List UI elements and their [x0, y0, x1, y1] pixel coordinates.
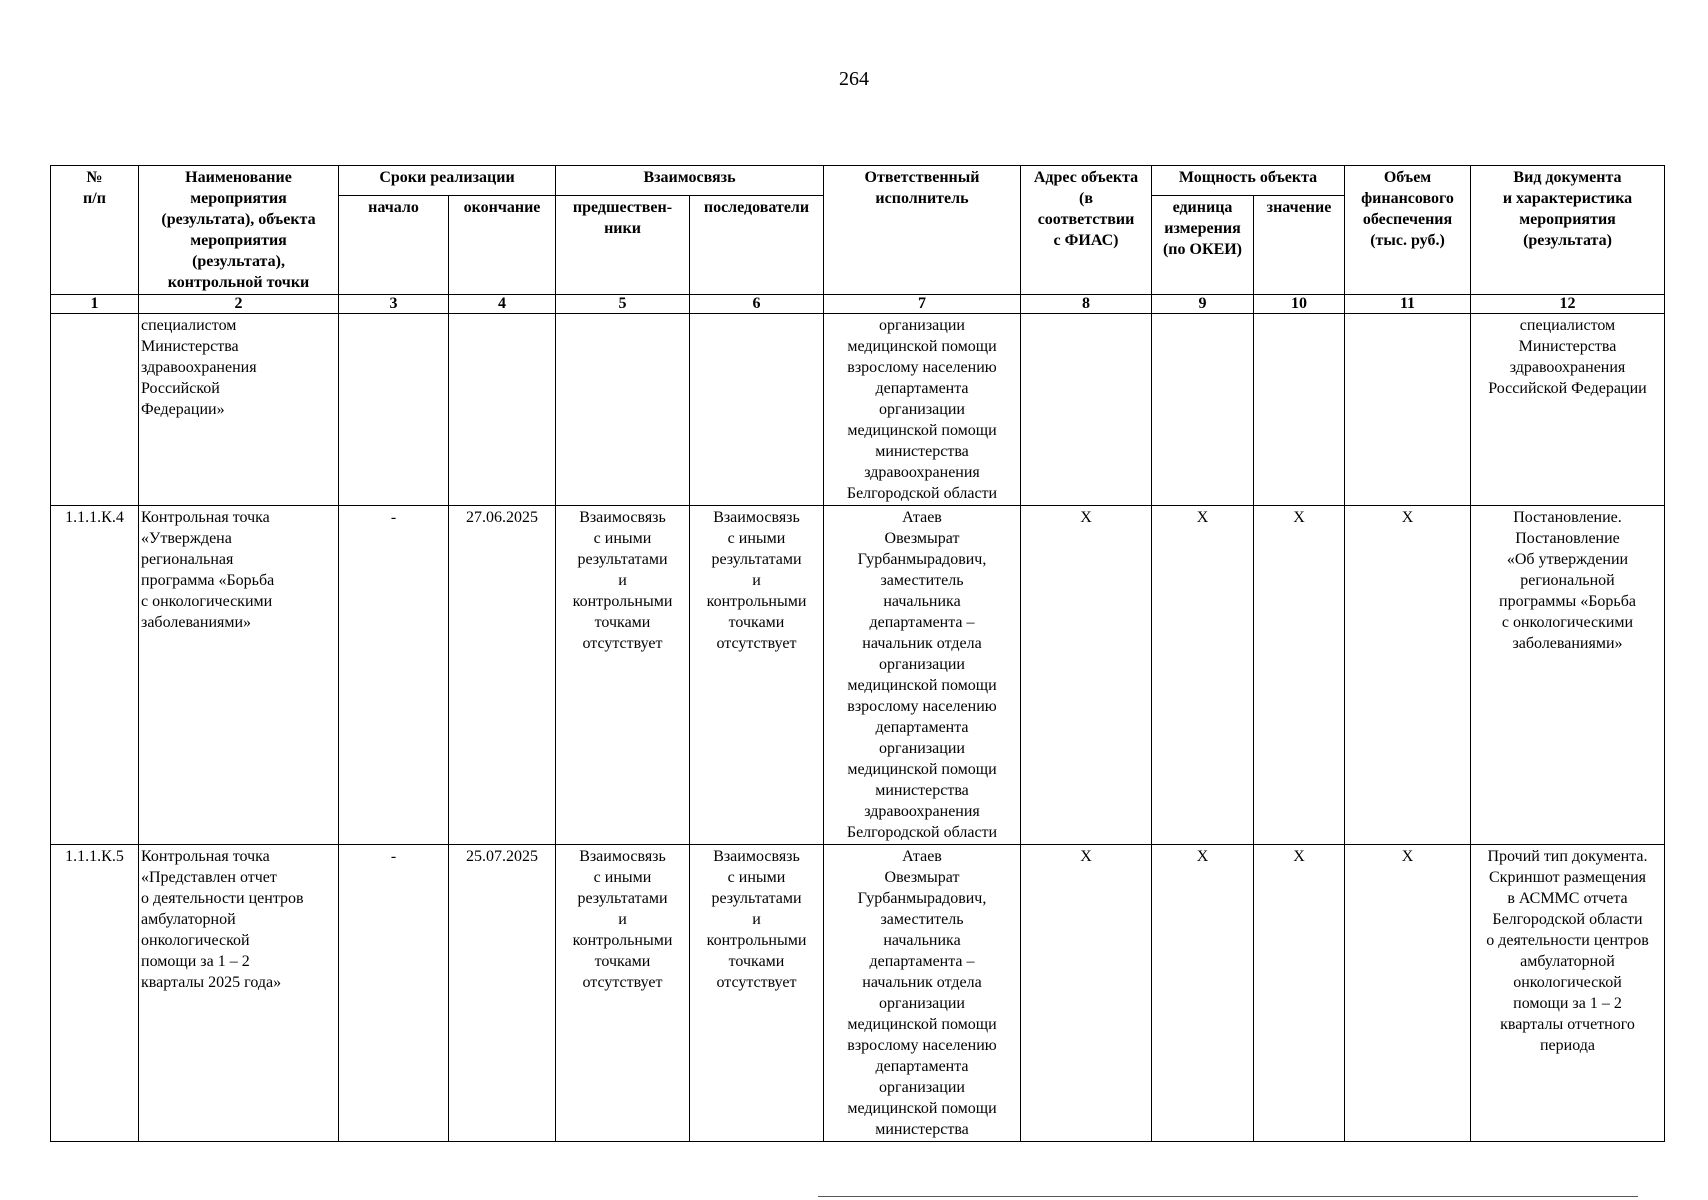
row-end — [449, 314, 556, 506]
row-unit: X — [1152, 506, 1254, 845]
activities-table — [50, 165, 1665, 1142]
col-header-finance: Объем финансового обеспечения (тыс. руб.) — [1345, 166, 1471, 295]
row-address — [1021, 314, 1152, 506]
column-number: 2 — [139, 295, 339, 314]
row-name: Контрольная точка «Утверждена региональная программа «Борьба с онкологическими заболеваниями» — [139, 506, 339, 845]
table-row — [51, 845, 1665, 1142]
col-header-capacity: Мощность объекта — [1152, 166, 1345, 196]
row-responsible: организации медицинской помощи взрослому населению департамента организации медицинской помощи министерства здравоохранения Белгородской области — [824, 314, 1021, 506]
col-header-unit: единица измерения (по ОКЕИ) — [1152, 196, 1254, 295]
row-address: X — [1021, 506, 1152, 845]
row-responsible: Атаев Овезмырат Гурбанмырадович, заместитель начальника департамента – начальник отдела организации медицинской помощи взрослому населению департамента организации медицинской помощи министерства — [824, 845, 1021, 1142]
column-numbers-row — [51, 295, 1665, 314]
row-predecessors: Взаимосвязь с иными результатами и контрольными точками отсутствует — [556, 845, 690, 1142]
row-doc: Постановление. Постановление «Об утверждении региональной программы «Борьба с онкологическими заболеваниями» — [1471, 506, 1665, 845]
column-number: 8 — [1021, 295, 1152, 314]
column-number: 7 — [824, 295, 1021, 314]
row-start: - — [339, 845, 449, 1142]
column-number: 4 — [449, 295, 556, 314]
row-end: 27.06.2025 — [449, 506, 556, 845]
column-number: 9 — [1152, 295, 1254, 314]
row-start: - — [339, 506, 449, 845]
col-header-value: значение — [1254, 196, 1345, 295]
row-value — [1254, 314, 1345, 506]
row-responsible: Атаев Овезмырат Гурбанмырадович, заместитель начальника департамента – начальник отдела организации медицинской помощи взрослому населению департамента организации медицинской помощи министерства здравоохранения Белгородской области — [824, 506, 1021, 845]
row-successors: Взаимосвязь с иными результатами и контрольными точками отсутствует — [690, 845, 824, 1142]
row-doc: специалистом Министерства здравоохранения Российской Федерации — [1471, 314, 1665, 506]
row-finance — [1345, 314, 1471, 506]
row-finance: X — [1345, 845, 1471, 1142]
col-header-doc-type: Вид документа и характеристика мероприятия (результата) — [1471, 166, 1665, 295]
col-header-name: Наименование мероприятия (результата), объекта мероприятия (результата), контрольной точки — [139, 166, 339, 295]
col-header-start: начало — [339, 196, 449, 295]
column-number: 3 — [339, 295, 449, 314]
row-address: X — [1021, 845, 1152, 1142]
row-predecessors: Взаимосвязь с иными результатами и контрольными точками отсутствует — [556, 506, 690, 845]
row-successors: Взаимосвязь с иными результатами и контрольными точками отсутствует — [690, 506, 824, 845]
col-header-predecessors: предшествен- ники — [556, 196, 690, 295]
row-name: Контрольная точка «Представлен отчет о деятельности центров амбулаторной онкологической помощи за 1 – 2 кварталы 2025 года» — [139, 845, 339, 1142]
row-finance: X — [1345, 506, 1471, 845]
row-num: 1.1.1.К.4 — [51, 506, 139, 845]
row-end: 25.07.2025 — [449, 845, 556, 1142]
row-successors — [690, 314, 824, 506]
column-number: 11 — [1345, 295, 1471, 314]
col-header-terms: Сроки реализации — [339, 166, 556, 196]
row-name: специалистом Министерства здравоохранения Российской Федерации» — [139, 314, 339, 506]
col-header-relation: Взаимосвязь — [556, 166, 824, 196]
row-value: X — [1254, 506, 1345, 845]
page-bottom-divider — [818, 1196, 1638, 1197]
col-header-address: Адрес объекта (в соответствии с ФИАС) — [1021, 166, 1152, 295]
table-row — [51, 314, 1665, 506]
header-row-top — [51, 166, 1665, 196]
column-number: 6 — [690, 295, 824, 314]
col-header-successors: последователи — [690, 196, 824, 295]
column-number: 12 — [1471, 295, 1665, 314]
row-predecessors — [556, 314, 690, 506]
table-row — [51, 506, 1665, 845]
row-unit — [1152, 314, 1254, 506]
row-value: X — [1254, 845, 1345, 1142]
column-number: 10 — [1254, 295, 1345, 314]
column-number: 1 — [51, 295, 139, 314]
row-doc: Прочий тип документа. Скриншот размещения в АСММС отчета Белгородской области о деятельности центров амбулаторной онкологической помощи за 1 – 2 кварталы отчетного периода — [1471, 845, 1665, 1142]
row-num — [51, 314, 139, 506]
column-number: 5 — [556, 295, 690, 314]
col-header-num: № п/п — [51, 166, 139, 295]
col-header-responsible: Ответственный исполнитель — [824, 166, 1021, 295]
row-start — [339, 314, 449, 506]
page-number: 264 — [839, 68, 869, 90]
row-num: 1.1.1.К.5 — [51, 845, 139, 1142]
col-header-end: окончание — [449, 196, 556, 295]
row-unit: X — [1152, 845, 1254, 1142]
